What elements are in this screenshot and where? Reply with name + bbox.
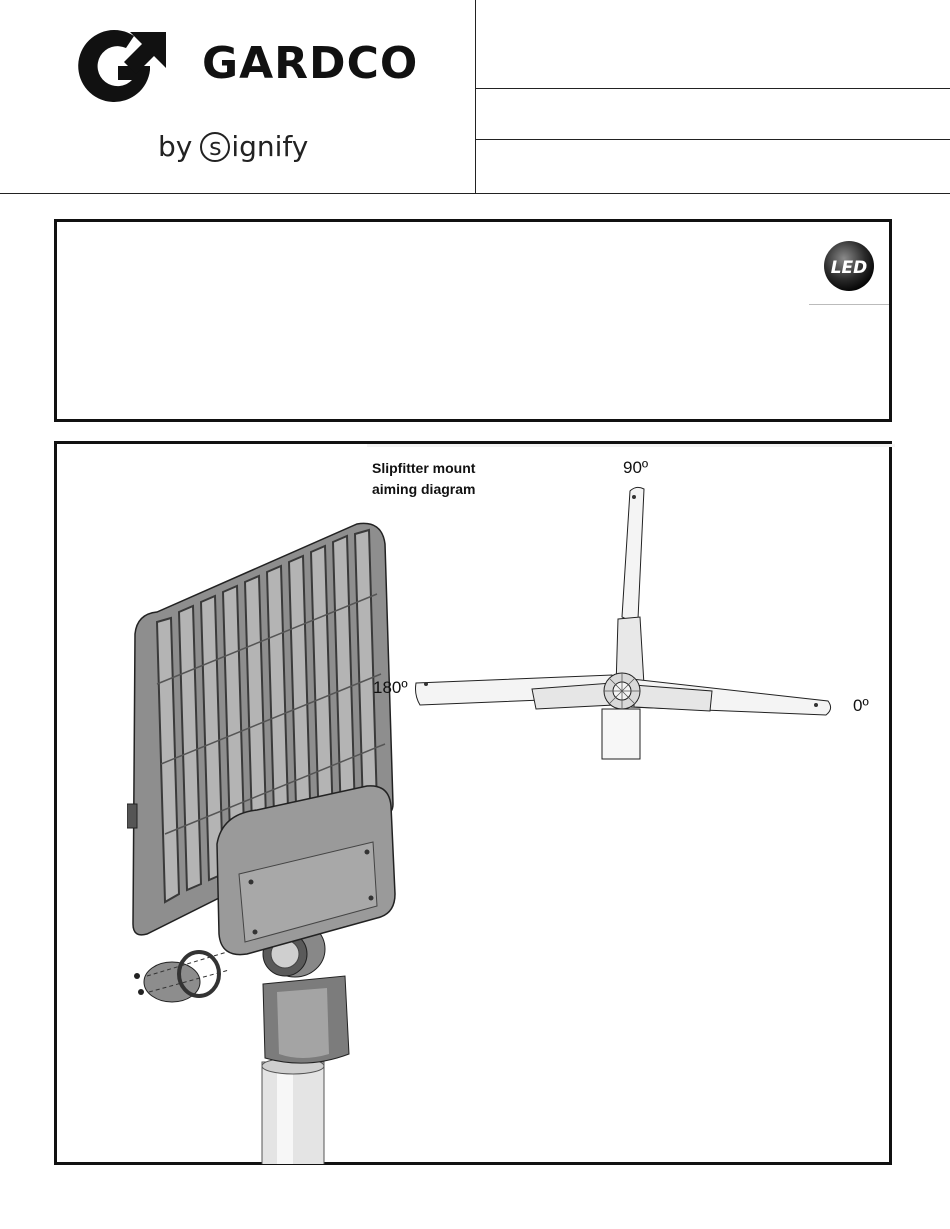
illustration-box: [54, 441, 892, 1165]
diagram-panel-edge: [367, 444, 895, 447]
angle-label-0: 0º: [853, 696, 869, 715]
header-divider-2: [476, 139, 950, 140]
led-badge-icon: [823, 240, 875, 292]
brand-name: GARDCO: [202, 38, 419, 89]
angle-label-90: 90º: [623, 458, 649, 477]
diagram-caption-line-2: aiming diagram: [372, 481, 476, 497]
aiming-diagram: [412, 479, 892, 769]
header-divider-vertical: [475, 0, 476, 194]
document-header: [0, 0, 950, 194]
title-box: [54, 219, 892, 422]
signify-s-mark: s: [200, 132, 230, 162]
byline-signify-rest: ignify: [231, 130, 309, 163]
byline: [158, 130, 308, 163]
fixture-illustration: [127, 514, 417, 1164]
header-divider-bottom: [0, 193, 950, 194]
angle-label-180: 180º: [373, 678, 408, 697]
header-divider-1: [476, 88, 950, 89]
byline-prefix: by: [158, 130, 193, 163]
gardco-g-mark-icon: [74, 26, 194, 106]
badge-underline: [809, 304, 889, 305]
led-badge-text: LED: [830, 258, 868, 278]
diagram-caption-line-1: Slipfitter mount: [372, 460, 476, 476]
gardco-logo: [74, 26, 434, 106]
